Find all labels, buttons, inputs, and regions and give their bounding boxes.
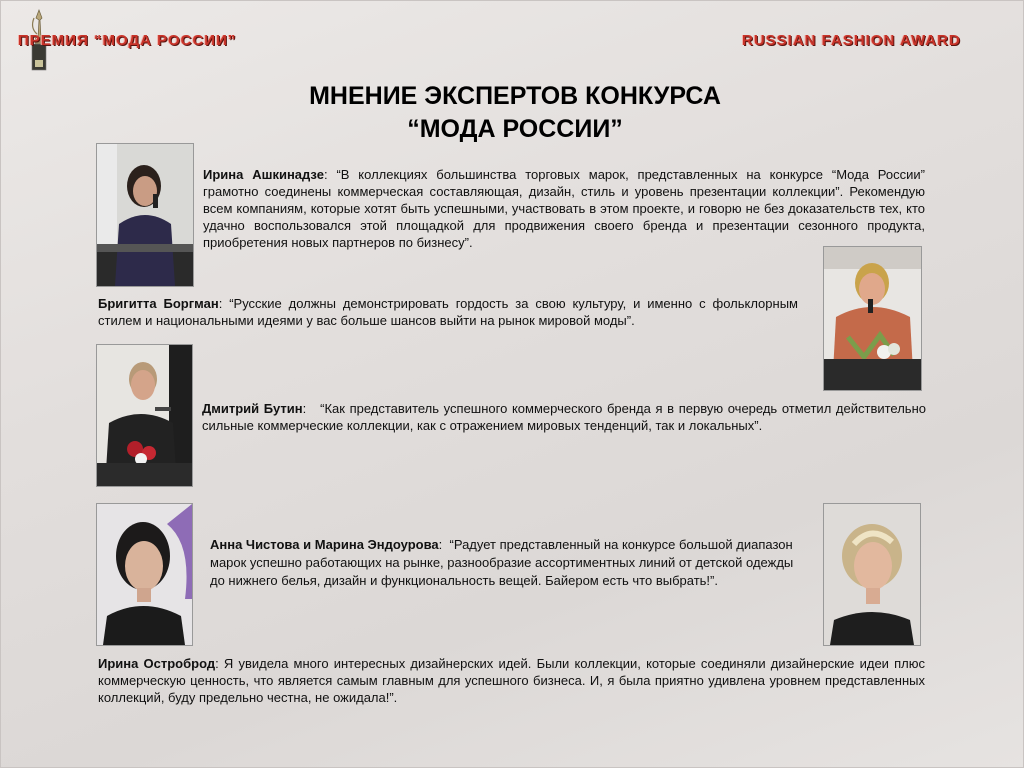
quote-expert-4: Анна Чистова и Марина Эндоурова: “Радует представленный на конкурсе большой диапазон марок успешно работающих на рынке, разнообразие ассортиментных линий от детской одежды до нижнего белья, дизайн и функциональность вещей. Байером есть что выбрать!”. [210,537,794,588]
photo-expert-1 [96,143,194,287]
page-title-line1: МНЕНИЕ ЭКСПЕРТОВ КОНКУРСА [309,82,721,110]
expert-name-5: Ирина Остроброд [98,656,216,671]
expert-text-4: “Радует представленный на конкурсе большой диапазон марок успешно работающих на рынке, разнообразие ассортиментных линий от детской одежды до нижнего белья, дизайн и функциональность вещей. Байером есть что выбрать!”. [210,537,794,588]
photo-expert-3 [96,344,193,487]
expert-text-1: “В коллекциях большинства торговых марок, представленных на конкурсе “Мода России” грамотно соединены коммерческая составляющая, дизайн, стиль и уровень презентации коллекции”. Рекомендую всем компаниям, которые хотят быть успешными, участвовать в этом проекте, и говорю не без доказательств тех, кто удачно воспользовался этой площадкой для продвижения своего бренда и презентации сезонного продукта, приобретения новых партнеров по бизнесу”. [203,167,925,250]
quote-expert-5: Ирина Остроброд: Я увидела много интересных дизайнерских идей. Были коллекции, которые соединяли дизайнерские идеи плюс коммерческую ценность, что является самым главным для успешного бизнеса. И, я была приятно удивлена уровнем представленных коллекций, буду предельно честна, не ожидала!”. [98,656,925,705]
brand-title-ru: ПРЕМИЯ “МОДА РОССИИ” [18,32,237,49]
photo-expert-5 [823,503,921,646]
quote-expert-3: Дмитрий Бутин: “Как представитель успешного коммерческого бренда я в первую очередь отметил действительно сильные коммерческие коллекции, как с отражением мировых тенденций, так и локальных”. [202,401,926,433]
expert-name-3: Дмитрий Бутин [202,401,303,416]
expert-text-5: Я увидела много интересных дизайнерских идей. Были коллекции, которые соединяли дизайнерские идеи плюс коммерческую ценность, что является самым главным для успешного бизнеса. И, я была приятно удивлена уровнем представленных коллекций, буду предельно честна, не ожидала!”. [98,656,925,705]
expert-text-2: “Русские должны демонстрировать гордость за свою культуру, и именно с фольклорным стилем и национальными идеями у вас больше шансов выйти на рынок мировой моды”. [98,296,798,328]
quote-expert-2: Бригитта Боргман: “Русские должны демонстрировать гордость за свою культуру, и именно с фольклорным стилем и национальными идеями у вас больше шансов выйти на рынок мировой моды”. [98,296,798,328]
expert-text-3: “Как представитель успешного коммерческого бренда я в первую очередь отметил действительно сильные коммерческие коллекции, как с отражением мировых тенденций, так и локальных”. [202,401,926,433]
photo-expert-2 [823,246,922,391]
quote-expert-1: Ирина Ашкинадзе: “В коллекциях большинства торговых марок, представленных на конкурсе “Мода России” грамотно соединены коммерческая составляющая, дизайн, стиль и уровень презентации коллекции”. Рекомендую всем компаниям, которые хотят быть успешными, участвовать в этом проекте, и говорю не без доказательств тех, кто удачно воспользовался этой площадкой для продвижения своего бренда и презентации сезонного продукта, приобретения новых партнеров по бизнесу”. [203,167,925,250]
photo-expert-4 [96,503,193,646]
expert-name-2: Бригитта Боргман [98,296,219,311]
page-title-line2: “МОДА РОССИИ” [407,115,623,143]
expert-name-1: Ирина Ашкинадзе [203,167,324,182]
brand-title-en: RUSSIAN FASHION AWARD [742,32,961,49]
expert-name-4: Анна Чистова и Марина Эндоурова [210,537,439,552]
page-title [200,80,830,146]
